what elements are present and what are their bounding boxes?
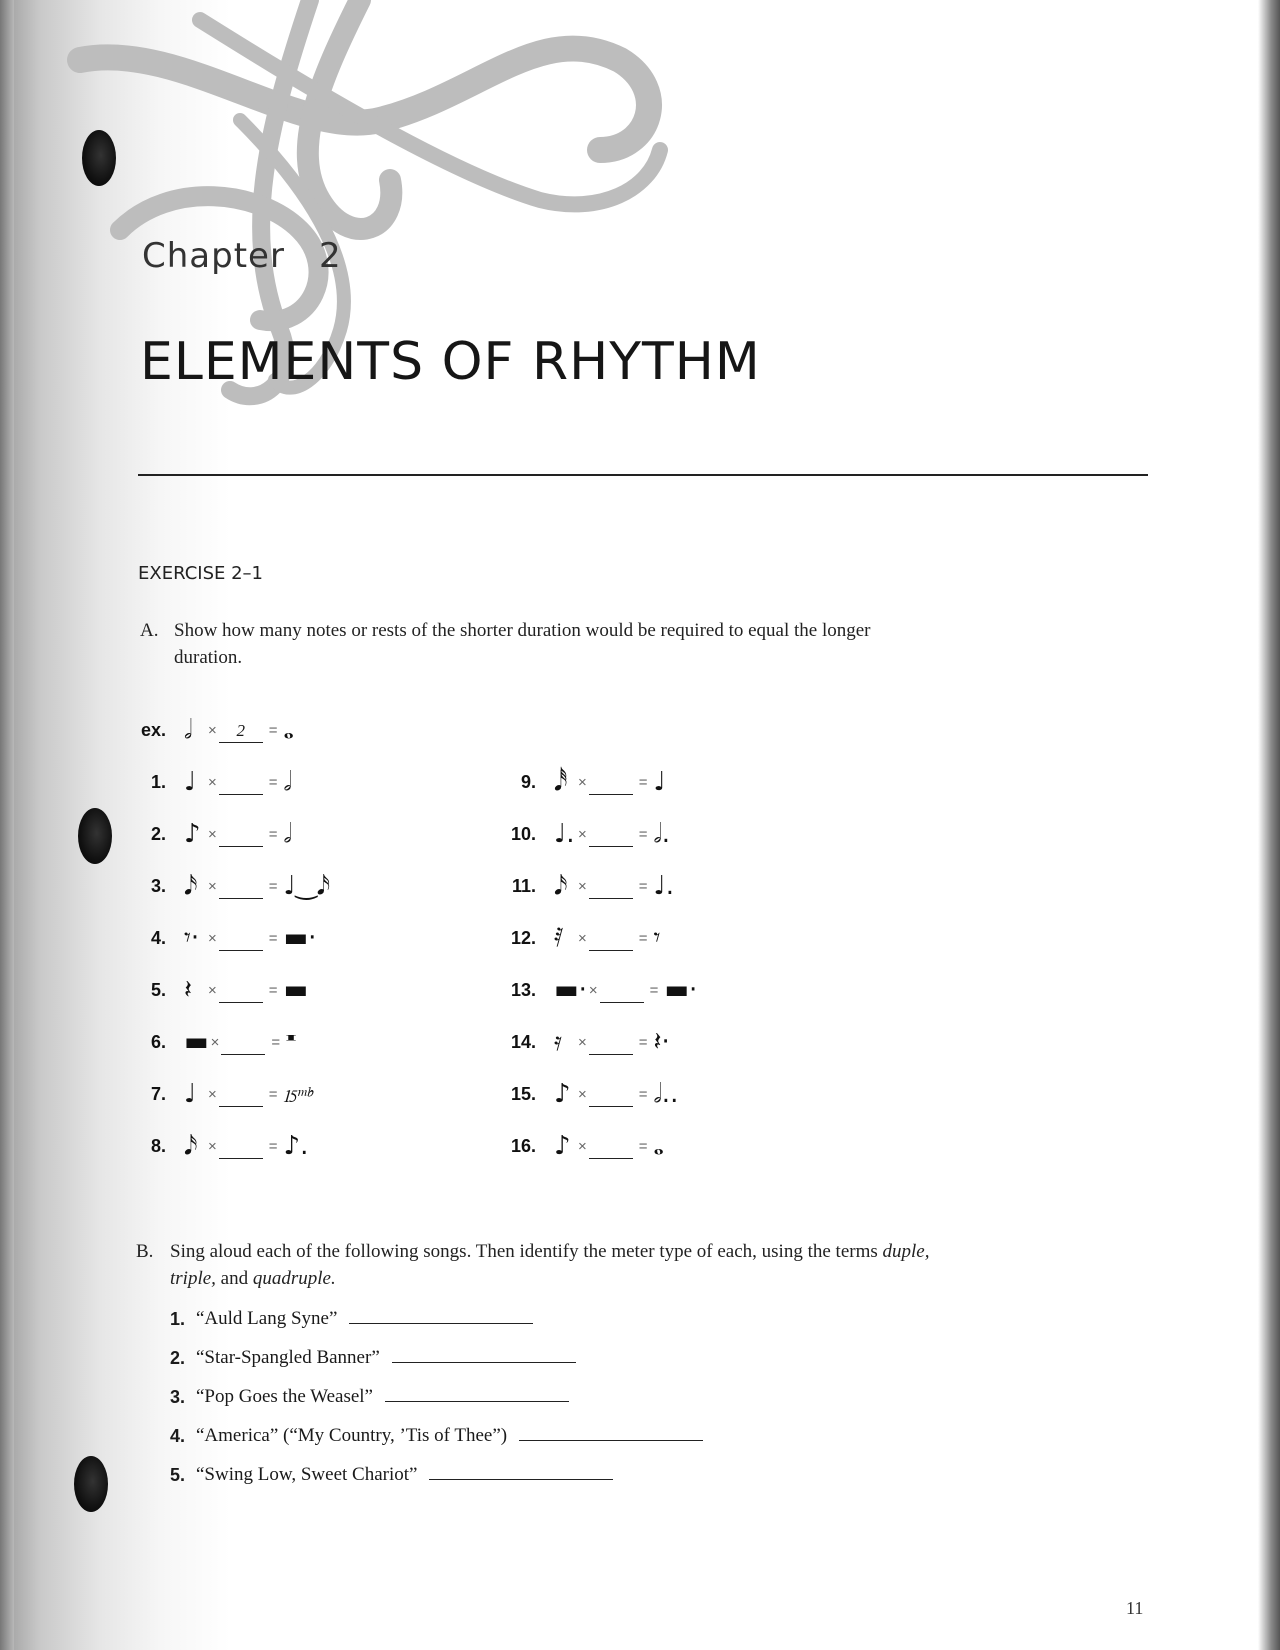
note-symbol: 𝅝 [653, 1130, 664, 1161]
equals-sign: = [638, 1033, 648, 1051]
note-symbol: ♩. [653, 871, 675, 901]
times-sign: × [578, 1085, 587, 1103]
item-number: 1. [150, 771, 166, 792]
item-number: 10. [510, 823, 536, 844]
song-title: “Swing Low, Sweet Chariot” [196, 1464, 418, 1485]
answer-blank[interactable] [589, 826, 633, 847]
note-symbol: 𝅘𝅥𝅯 [184, 1130, 198, 1161]
answer-blank[interactable] [221, 1034, 265, 1055]
answer-blank[interactable] [600, 982, 644, 1003]
note-symbol: 𝅘𝅥𝅰 [554, 766, 568, 797]
rest-symbol: 𝄾· [184, 922, 200, 953]
times-sign: × [208, 981, 217, 999]
item-number: 2. [150, 823, 166, 844]
note-symbol: 𝅗𝅥 [283, 766, 292, 797]
equals-sign: = [638, 773, 648, 791]
note-symbol: ♩ [184, 1079, 197, 1109]
item-number: 9. [520, 771, 536, 792]
answer-blank[interactable] [219, 930, 263, 951]
equals-sign: = [638, 1085, 648, 1103]
note-symbol: ♩ [184, 767, 197, 797]
note-symbol: 𝅘𝅥𝅯 [184, 870, 198, 901]
equals-sign: = [268, 1137, 278, 1155]
equals-sign: = [268, 929, 278, 947]
times-sign: × [578, 1033, 587, 1051]
rest-symbol: ▬· [283, 923, 317, 953]
equals-sign: = [268, 721, 278, 739]
exercise-item [488, 1074, 678, 1114]
exercise-item [118, 1074, 314, 1114]
song-title: “America” (“My Country, ’Tis of Thee”) [196, 1425, 508, 1446]
answer-line[interactable] [392, 1362, 576, 1363]
item-number: 3. [150, 875, 166, 896]
note-symbol: ♩. [554, 819, 575, 849]
times-sign: × [578, 825, 587, 843]
exercise-item [118, 866, 330, 906]
equals-sign: = [268, 981, 278, 999]
equals-sign: = [271, 1033, 281, 1051]
punch-hole-middle [78, 808, 112, 864]
part-b-text-start: Sing aloud each of the following songs. Then identify the meter type of each, using the terms [170, 1241, 883, 1262]
answer-blank[interactable] [219, 826, 263, 847]
times-sign: × [578, 929, 587, 947]
part-b-instructions [136, 1238, 930, 1298]
chapter-word: Chapter [142, 236, 285, 276]
answer-line[interactable] [385, 1401, 569, 1402]
chapter-number: 2 [318, 236, 342, 276]
exercise-item [118, 970, 308, 1010]
note-symbol: 𝅝 [283, 714, 294, 745]
times-sign: × [578, 1137, 587, 1155]
chapter-title: ELEMENTS OF RHYTHM [140, 332, 761, 392]
exercise-item [488, 970, 697, 1010]
note-symbol: 𝅗𝅥 [184, 714, 193, 745]
item-number: 11. [511, 875, 536, 896]
note-symbol: ♩‿𝅘𝅥𝅯 [283, 870, 331, 901]
equals-sign: = [638, 1137, 648, 1155]
song-title: “Auld Lang Syne” [196, 1308, 338, 1329]
answer-blank[interactable] [589, 1138, 633, 1159]
rest-symbol: 𝄿 [554, 1026, 562, 1057]
answer-blank[interactable] [589, 1086, 633, 1107]
note-symbol: ♩ [653, 767, 666, 797]
item-number: ex. [140, 719, 166, 740]
song-title: “Pop Goes the Weasel” [196, 1386, 373, 1407]
equals-sign: = [268, 773, 278, 791]
item-number: 15. [510, 1083, 536, 1104]
times-sign: × [208, 1085, 217, 1103]
song-item [170, 1341, 576, 1369]
answer-blank[interactable] [589, 930, 633, 951]
song-item [170, 1419, 703, 1447]
answer-line[interactable] [349, 1323, 533, 1324]
times-sign: × [578, 877, 587, 895]
rest-symbol: 𝄺 [286, 1026, 297, 1057]
example-item [118, 710, 294, 750]
exercise-item [488, 1022, 670, 1062]
equals-sign: = [638, 929, 648, 947]
part-a-letter: A. [140, 620, 159, 641]
answer-blank[interactable] [589, 774, 633, 795]
exercise-item [118, 1126, 308, 1166]
song-title: “Star-Spangled Banner” [196, 1347, 380, 1368]
term-triple: triple, [170, 1268, 216, 1289]
rest-symbol: 𝄽 [184, 974, 192, 1005]
note-symbol: 𝄹 [283, 1078, 314, 1109]
term-quadruple: quadruple. [252, 1268, 336, 1289]
equals-sign: = [649, 981, 659, 999]
exercise-item [488, 762, 666, 802]
note-symbol: 𝅗𝅥. [653, 818, 671, 849]
equals-sign: = [638, 877, 648, 895]
song-number: 2. [170, 1348, 186, 1368]
item-number: 8. [150, 1135, 166, 1156]
answer-blank[interactable] [589, 878, 633, 899]
times-sign: × [208, 1137, 217, 1155]
chapter-label [142, 236, 342, 276]
times-sign: × [208, 877, 217, 895]
exercise-label: EXERCISE 2–1 [138, 563, 263, 584]
part-b-text [170, 1238, 930, 1292]
page-number: 11 [1126, 1598, 1144, 1618]
term-duple: duple, [882, 1241, 930, 1262]
note-symbol: ♪ [554, 1079, 571, 1109]
rest-symbol: ▬· [554, 975, 587, 1005]
exercise-item [118, 1022, 296, 1062]
item-number: 4. [150, 927, 166, 948]
part-a-text: Show how many notes or rests of the shorter duration would be required to equal the longer duration. [174, 620, 871, 668]
times-sign: × [210, 1033, 220, 1051]
note-symbol: 𝅗𝅥.. [653, 1078, 679, 1109]
note-symbol: 𝅗𝅥 [283, 818, 292, 849]
rest-symbol: ▬· [664, 975, 698, 1005]
song-item [170, 1380, 569, 1408]
note-symbol: 𝅘𝅥𝅯 [554, 870, 568, 901]
times-sign: × [578, 773, 587, 791]
song-number: 3. [170, 1387, 186, 1407]
song-number: 4. [170, 1426, 186, 1446]
song-item [170, 1458, 613, 1486]
rest-symbol: ▬ [283, 975, 309, 1005]
title-divider [138, 474, 1148, 476]
punch-hole-bottom [74, 1456, 108, 1512]
rest-symbol: 𝅀 [554, 922, 564, 953]
answer-blank[interactable] [589, 1034, 633, 1055]
exercise-item [488, 866, 674, 906]
exercise-item [488, 1126, 664, 1166]
answer-line[interactable] [429, 1479, 613, 1480]
equals-sign: = [268, 1085, 278, 1103]
rest-symbol: 𝄾 [653, 922, 661, 953]
page-right-edge [1258, 0, 1280, 1650]
rest-symbol: ▬ [184, 1027, 209, 1057]
part-a-instructions [140, 617, 920, 677]
exercise-item [118, 918, 316, 958]
answer-blank[interactable] [219, 1086, 263, 1107]
equals-sign: = [638, 825, 648, 843]
times-sign: × [208, 825, 217, 843]
song-number: 1. [170, 1309, 186, 1329]
times-sign: × [208, 929, 217, 947]
times-sign: × [208, 773, 217, 791]
note-symbol: ♪. [283, 1131, 309, 1161]
answer-blank[interactable] [219, 1138, 263, 1159]
equals-sign: = [268, 877, 278, 895]
item-number: 5. [150, 979, 166, 1000]
note-symbol: ♪ [554, 1131, 571, 1161]
exercise-item [118, 762, 292, 802]
equals-sign: = [268, 825, 278, 843]
answer-blank: 2 [219, 722, 263, 743]
and-word: and [215, 1268, 253, 1289]
note-symbol: ♪ [184, 819, 201, 849]
item-number: 6. [150, 1031, 166, 1052]
answer-line[interactable] [519, 1440, 703, 1441]
item-number: 14. [510, 1031, 536, 1052]
exercise-item [488, 918, 660, 958]
rest-symbol: 𝄽· [653, 1026, 670, 1057]
item-number: 7. [150, 1083, 166, 1104]
exercise-item [118, 814, 292, 854]
answer-blank[interactable] [219, 982, 263, 1003]
answer-blank[interactable] [219, 878, 263, 899]
answer-blank[interactable] [219, 774, 263, 795]
part-b-letter: B. [136, 1241, 154, 1262]
times-sign: × [588, 981, 598, 999]
binder-edge [0, 0, 14, 1650]
song-item [170, 1302, 533, 1330]
item-number: 12. [510, 927, 536, 948]
song-number: 5. [170, 1465, 186, 1485]
exercise-item [488, 814, 670, 854]
item-number: 13. [510, 979, 536, 1000]
times-sign: × [208, 721, 217, 739]
item-number: 16. [510, 1135, 536, 1156]
